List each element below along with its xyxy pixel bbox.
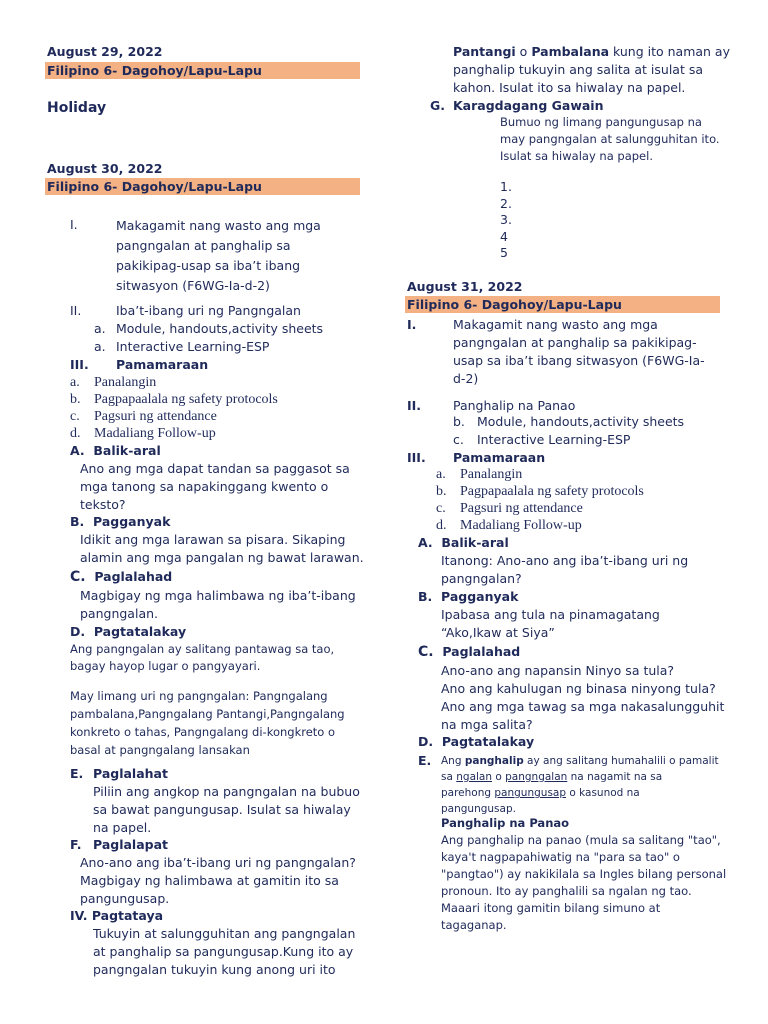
material-marker-31: c. [453,432,464,447]
paglalapat-mark: F. [70,837,82,852]
date-aug-31: August 31, 2022 [407,279,523,294]
content-title-31: Panghalip na Panao [453,398,576,413]
objective-line: pakikipag-usap sa iba’t ibang [116,258,301,273]
objective-text [116,216,321,296]
procedure-item: a. Panalangin [70,375,157,390]
objective-numeral-31: I. [407,317,417,332]
balik-aral-heading: A. Balik-aral [70,443,161,458]
continued-line-1: Pantangi o Pambalana kung ito naman ay [453,44,730,59]
procedure-item: d. Madaliang Follow-up [436,518,582,533]
content-numeral-31: II. [407,398,422,413]
paglalahad-text: Magbigay ng mga halimbawa ng iba’t-ibang pangngalan. [80,588,356,621]
pagganyak-heading-31: B. Pagganyak [418,589,519,604]
pagtatalakay-heading: D. Pagtatalakay [70,624,187,639]
procedure-title-31: Pamamaraan [453,450,546,465]
material-item: Interactive Learning-ESP [116,339,270,354]
balik-aral-text-31: Itanong: Ano-ano ang iba’t-ibang uri ng pangngalan? [441,553,689,586]
pagganyak-text: Idikit ang mga larawan sa pisara. Sikaping alamin ang mga pangalan ng bawat larawan. [80,532,364,565]
subject-band-aug-31: Filipino 6- Dagohoy/Lapu-Lapu [405,296,720,313]
objective-line: pangngalan at panghalip sa [116,238,291,253]
material-marker: a. [94,339,106,354]
panghalip-panao-title: Panghalip na Panao [441,816,570,830]
balik-aral-text: Ano ang mga dapat tandan sa paggasot sa mga tanong sa napakinggang kwento o teksto? [80,461,350,512]
objective-line: Makagamit nang wasto ang mga [116,218,321,233]
answer-number: 3. [500,212,512,227]
pagtatalakay-heading-31: D. Pagtatalakay [418,734,535,749]
paglalahat-mark: E. [70,766,84,781]
pagtataya-text: Tukuyin at salungguhitan ang pangngalan at panghalip sa pangungusap.Kung ito ay pangngalan tukuyin kung anong uri ito [93,926,356,977]
karagdagan-mark: G. [430,98,446,113]
procedure-item: c. Pagsuri ng attendance [436,501,583,516]
objective-numeral: I. [70,217,78,232]
procedure-item: b. Pagpapaalala ng safety protocols [436,484,644,499]
answer-number: 2. [500,195,512,211]
answer-number: 4 [500,228,508,244]
content-numeral: II. [70,303,82,318]
pagganyak-heading: B. Pagganyak [70,514,171,529]
paglalahat-text: Piliin ang angkop na pangngalan na bubuo sa bawat pangungusap. Isulat sa hiwalay na papel. [93,784,360,835]
panghalip-definition: Ang panghalip ay ang salitang humahalili o pamalit sa ngalan o pangngalan na nagamit na sa parehong pangungusap o kasunod na pangungusap. [441,755,719,815]
procedure-numeral-31: III. [407,450,426,465]
subject-band-aug-29: Filipino 6- Dagohoy/Lapu-Lapu [45,62,360,79]
karagdagan-text: Bumuo ng limang pangungusap na may pangngalan at salungguhitan ito. Isulat sa hiwalay na papel. [500,115,720,163]
procedure-item: d. Madaliang Follow-up [70,426,216,441]
panghalip-panao-text: Ang panghalip na panao (mula sa salitang "tao", kaya't nagpapahiwatig na "para sa tao" o "pangtao") ay nakikilala sa Ingles bilang personal pronoun. Ito ay panghalili sa ngalan ng tao. Maaari itong gamitin bilang simuno at tagaganap. [441,833,727,932]
procedure-item: a. Panalangin [436,467,523,482]
procedure-title: Pamamaraan [116,357,209,372]
answer-number: 5 [500,245,508,260]
procedure-item: c. Pagsuri ng attendance [70,409,217,424]
date-aug-30: August 30, 2022 [47,161,163,176]
paglalahad-text-31: Ano-ano ang napansin Ninyo sa tula? Ano ang kahulugan ng binasa ninyong tula? Ano ang mga tawag sa mga nakasalungguhit na mga salita? [441,663,725,732]
procedure-list [70,374,278,442]
pagtataya-heading: IV. Pagtataya [70,908,164,923]
paglalapat-text: Ano-ano ang iba’t-ibang uri ng pangngalan? Magbigay ng halimbawa at gamitin ito sa pangungusap. [80,855,356,906]
holiday-label: Holiday [47,100,107,116]
answer-number-list [500,179,512,262]
continued-text: panghalip tukuyin ang salita at isulat sa kahon. Isulat ito sa hiwalay na papel. [453,62,704,95]
material-item: Module, handouts,activity sheets [116,321,324,336]
pagtatalakay-types: May limang uri ng pangngalan: Pangngalang pambalana,Pangngalang Pantangi,Pangngalang konkreto o tahas, Pangngalang di-kongkreto o basal at pangngalang lansakan [70,689,345,757]
material-item-31: Module, handouts,activity sheets [477,414,685,429]
karagdagan-title: Karagdagang Gawain [453,98,604,113]
material-marker: a. [94,321,106,336]
date-aug-29: August 29, 2022 [47,44,163,59]
material-marker-31: b. [453,414,465,429]
paglalahat-title: Paglalahat [93,766,168,781]
definition-mark: E. [418,753,432,768]
subject-band-aug-30: Filipino 6- Dagohoy/Lapu-Lapu [45,178,360,195]
balik-aral-heading-31: A. Balik-aral [418,535,509,550]
objective-text-31: Makagamit nang wasto ang mga pangngalan at panghalip sa pakikipag- usap sa iba’t ibang sitwasyon (F6WG-Ia- d-2) [453,317,705,386]
paglalahad-heading-31: C. Paglalahad [418,644,521,660]
procedure-list-31 [436,466,644,534]
procedure-item: b. Pagpapaalala ng safety protocols [70,392,278,407]
objective-line: sitwasyon (F6WG-Ia-d-2) [116,278,270,293]
paglalapat-title: Paglalapat [93,837,169,852]
pagtatalakay-text: Ang pangngalan ay salitang pantawag sa tao, bagay hayop lugar o pangyayari. [70,642,335,673]
answer-number: 1. [500,179,512,194]
content-title: Iba’t-ibang uri ng Pangngalan [116,303,301,318]
procedure-numeral: III. [70,357,89,372]
paglalahad-heading: C. Paglalahad [70,569,173,585]
pagganyak-text-31: Ipabasa ang tula na pinamagatang “Ako,Ikaw at Siya” [441,607,660,640]
material-item-31: Interactive Learning-ESP [477,432,631,447]
